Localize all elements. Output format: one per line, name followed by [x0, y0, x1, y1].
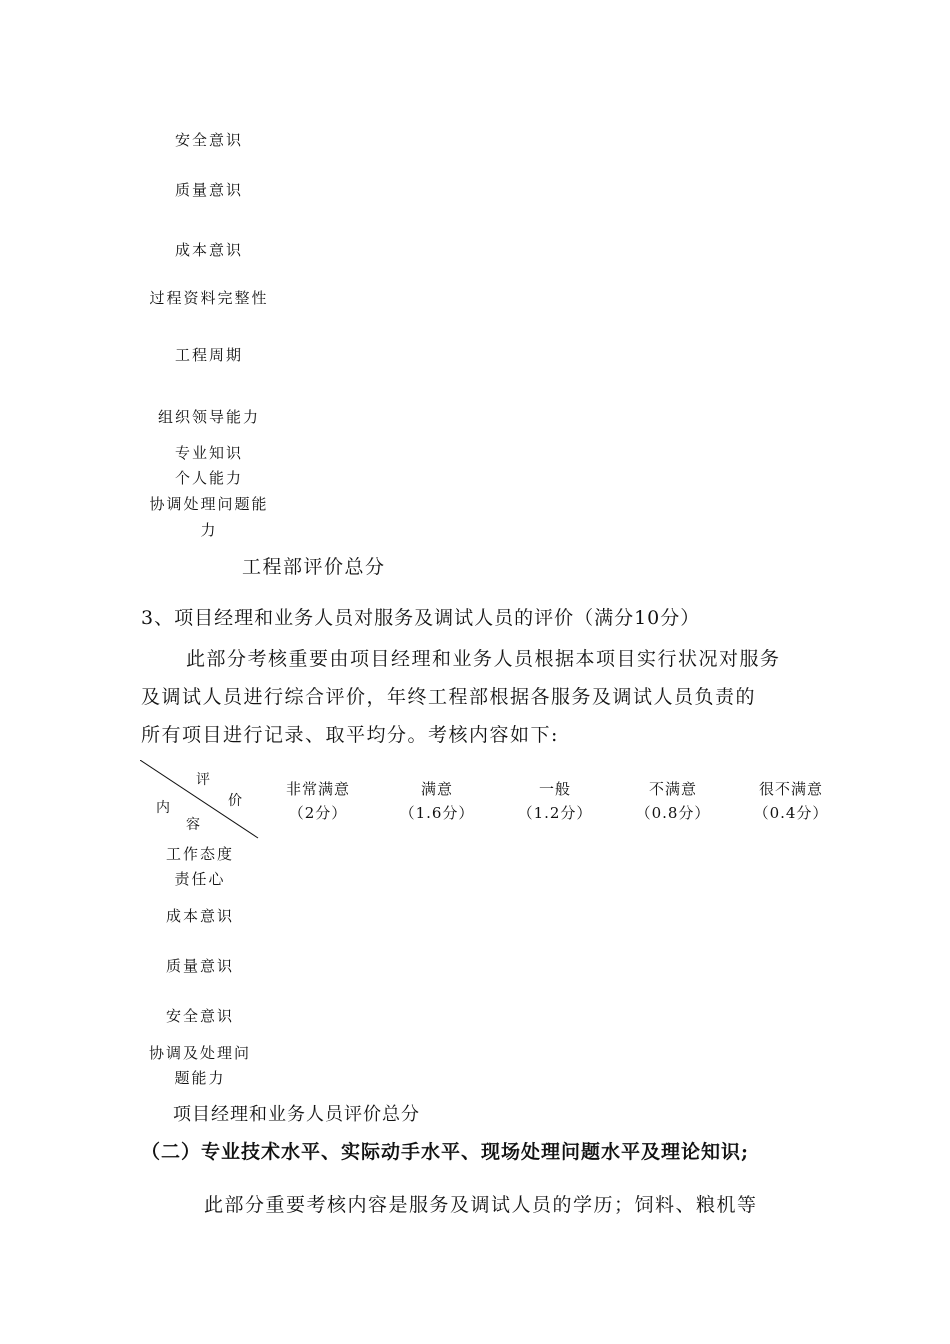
- col-label: 很不满意: [758, 780, 823, 798]
- col-score: （1.6分）: [399, 804, 475, 822]
- section-heading-2: （二）专业技术水平、实际动手水平、现场处理问题水平及理论知识;: [141, 1141, 750, 1163]
- col-header-very-dissatisfied: [736, 777, 846, 825]
- corner-label-top: 评: [196, 772, 210, 788]
- pm-total-label: 项目经理和业务人员评价总分: [173, 1104, 420, 1125]
- row-label-coordination: 协调及处理问: [148, 1044, 251, 1062]
- row-label-coordination-cont: 题能力: [174, 1069, 226, 1087]
- col-label: 满意: [420, 780, 453, 798]
- row-label-docs: 过程资料完整性: [149, 289, 269, 307]
- col-header-average: [500, 777, 610, 825]
- row-label-leadership: 组织领导能力: [157, 408, 260, 426]
- paragraph-line-3: 所有项目进行记录、取平均分。考核内容如下:: [141, 724, 559, 746]
- corner-label-bottom: 容: [186, 817, 200, 833]
- row-label-cost: 成本意识: [174, 241, 243, 259]
- col-label: 不满意: [648, 780, 697, 798]
- corner-label-left: 内: [156, 800, 170, 816]
- row-label-ability: 个人能力: [174, 469, 243, 487]
- section-heading-3: 3、项目经理和业务人员对服务及调试人员的评价（满分10分）: [141, 607, 701, 629]
- col-header-dissatisfied: [618, 777, 728, 825]
- paragraph-2-line-1: 此部分重要考核内容是服务及调试人员的学历；饲料、粮机等: [204, 1194, 758, 1216]
- col-score: （1.2分）: [517, 804, 593, 822]
- col-header-satisfied: [382, 777, 492, 825]
- col-score: （2分）: [288, 804, 348, 822]
- col-score: （0.8分）: [635, 804, 711, 822]
- paragraph-line-1: 此部分考核重要由项目经理和业务人员根据本项目实行状况对服务: [186, 648, 781, 670]
- row-label-responsibility: 责任心: [174, 870, 226, 888]
- col-label: 非常满意: [285, 780, 350, 798]
- row-label-quality: 质量意识: [165, 957, 234, 975]
- col-score: （0.4分）: [753, 804, 829, 822]
- row-label-safety: 安全意识: [174, 131, 243, 149]
- paragraph-line-2: 及调试人员进行综合评价，年终工程部根据各服务及调试人员负责的: [141, 686, 757, 708]
- col-label: 一般: [538, 780, 571, 798]
- corner-label-right: 价: [228, 793, 242, 809]
- engineering-total-label: 工程部评价总分: [242, 556, 386, 578]
- row-label-safety: 安全意识: [165, 1007, 234, 1025]
- col-header-very-satisfied: [263, 777, 373, 825]
- row-label-cycle: 工程周期: [174, 346, 243, 364]
- row-label-quality: 质量意识: [174, 181, 243, 199]
- row-label-attitude: 工作态度: [165, 845, 234, 863]
- row-label-cost: 成本意识: [165, 907, 234, 925]
- row-label-coordination: 协调处理问题能: [149, 495, 269, 513]
- row-label-coordination-cont: 力: [200, 521, 218, 539]
- row-label-knowledge: 专业知识: [174, 444, 243, 462]
